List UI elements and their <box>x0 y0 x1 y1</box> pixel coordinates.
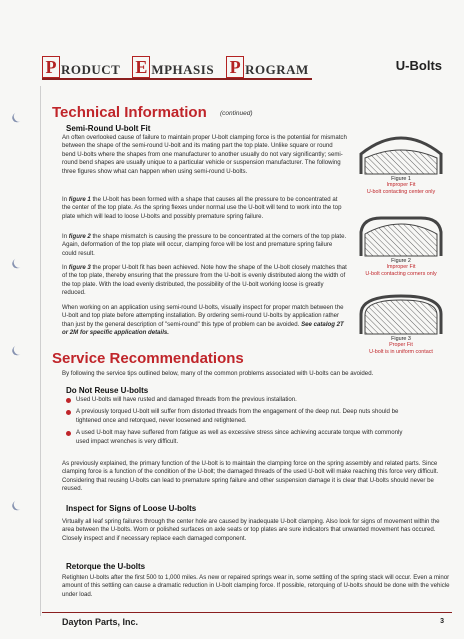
tech-paragraph-4 <box>62 264 347 298</box>
figure-2-illustration <box>355 210 447 258</box>
fig-ref-prefix: In <box>62 233 69 240</box>
figure-status: Improper Fit <box>386 264 416 271</box>
inspect-subheading: Inspect for Signs of Loose U-bolts <box>66 504 197 513</box>
fig-ref: figure 3 <box>68 264 91 271</box>
figure-label: Figure 3 <box>391 336 411 342</box>
banner-initial: P <box>42 56 60 78</box>
reuse-subheading: Do Not Reuse U-bolts <box>66 386 149 395</box>
fig-ref-prefix: In <box>62 196 69 203</box>
program-banner <box>42 56 315 78</box>
binder-hole <box>10 110 25 125</box>
figure-status: Proper Fit <box>389 342 413 349</box>
reuse-bullet-list <box>66 396 416 450</box>
bullet-item: A used U-bolt may have suffered from fatigue as well as excessive stress since achieving accurate torque with commonly used impact wrenches is very difficult. <box>66 429 416 446</box>
figure-3 <box>352 288 450 355</box>
service-paragraph: As previously explained, the primary function of the U-bolt is to maintain the clamping force on the spring assembly and related parts. Since clamping force is a function of the condition of the U-bolt; the damaged threads of the used U-bolt will make reaching this force very difficult. Considering that reusing U-bolts can lead to premature spring failure and other suspension damage it is clear that U-bolts should never be reused. <box>62 460 439 493</box>
inspect-paragraph: Virtually all leaf spring failures through the center hole are caused by inadequate U-bolt clamping. Also look for signs of movement within the area between the U-bolts. Worn or polished surfaces on axle seats or top plates are sure indicators that unwanted movement has occured. Closely inspect and if necessary replace each damaged component. <box>62 518 440 542</box>
header-rule <box>42 78 312 80</box>
banner-word-program <box>226 56 315 78</box>
page-number: 3 <box>440 618 444 625</box>
figure-2 <box>352 210 450 277</box>
paragraph-text: the shape mismatch is causing the pressure to be concentrated at the corners of the top plate. Again, deformation of the top plate will occur, clamping force will be lost and premature spring failure could result. <box>62 233 347 257</box>
figure-label: Figure 1 <box>391 176 411 182</box>
retorque-paragraph: Retighten U-bolts after the first 500 to 1,000 miles. As new or repaired springs wear in, some settling of the spring stack will occur. Even a minor amount of this settling can cause a dramatic reduction in U-bolt clamping force. If possible, retorquing of U-bolts should be done with the vehicle under load. <box>62 574 450 598</box>
page-topic: U-Bolts <box>395 58 442 73</box>
tech-paragraph-5 <box>62 304 347 338</box>
banner-rest: ROGRAM <box>245 62 309 77</box>
banner-rest: RODUCT <box>61 62 121 77</box>
catalog-reference: See catalog 2T or 2M for specific application details. <box>62 320 344 337</box>
fig-ref-prefix: In <box>62 264 69 271</box>
tech-info-heading: Technical Information <box>52 104 207 121</box>
banner-initial: P <box>226 56 244 78</box>
binder-hole <box>10 343 25 358</box>
figure-3-illustration <box>355 288 447 336</box>
bullet-item: A previously torqued U-bolt will suffer from distorted threads from the engagement of the deep nut. Deep nuts should be tightened once and retorqued, never loosened and retightened. <box>66 408 416 425</box>
figure-label: Figure 2 <box>391 258 411 264</box>
footer-rule <box>42 612 452 613</box>
tech-paragraph-2 <box>62 196 347 221</box>
banner-word-product <box>42 56 126 78</box>
tech-paragraph-3 <box>62 233 347 258</box>
semi-round-subheading: Semi-Round U-bolt Fit <box>66 124 151 133</box>
service-intro: By following the service tips outlined below, many of the common problems associated with U-bolts can be avoided. <box>62 370 374 377</box>
margin-rule <box>40 86 41 616</box>
company-name: Dayton Parts, Inc. <box>62 617 139 627</box>
bullet-item: Used U-bolts will have rusted and damaged threads from the previous installation. <box>66 396 416 404</box>
figure-1 <box>352 128 450 195</box>
continued-note: (continued) <box>220 110 253 117</box>
figure-caption: U-bolt contacting center only <box>366 188 436 195</box>
figure-status: Improper Fit <box>386 182 416 189</box>
paragraph-text: the proper U-bolt fit has been achieved. Note how the shape of the U-bolt closely matches that of the top plate, thereby ensuring that the pressure from the U-bolt is evenly distributed along the width of the top plate. With the load evenly distributed, the possibility of the U-bolt working loose is greatly reduced. <box>62 264 347 297</box>
banner-word-emphasis <box>132 56 220 78</box>
paragraph-text: When working on an application using semi-round U-bolts, visually inspect for proper match between the U-bolt and top plate before attempting installation. By ordering semi-round U-bolts by application rather than just by the general description of "semi-round" this type of problem can be avoided. <box>62 304 344 328</box>
service-heading: Service Recommendations <box>52 350 244 367</box>
figure-1-illustration <box>355 128 447 176</box>
figure-caption: U-bolt contacting corners only <box>365 270 437 277</box>
figure-caption: U-bolt is in uniform contact <box>369 348 433 355</box>
fig-ref: figure 2 <box>68 233 91 240</box>
banner-initial: E <box>132 56 150 78</box>
retorque-subheading: Retorque the U-bolts <box>66 562 146 571</box>
paragraph-text: the U-bolt has been formed with a shape that causes all the pressure to be concentrated at the center of the top plate. As the spring flexes under normal use the U-bolt will tend to work into the top plate which will lead to loose U-bolts and possibly premature spring failure. <box>62 196 342 220</box>
binder-hole <box>10 498 25 513</box>
binder-hole <box>10 256 25 271</box>
fig-ref: figure 1 <box>68 196 91 203</box>
banner-rest: MPHASIS <box>151 62 215 77</box>
tech-paragraph-1: An often overlooked cause of failure to maintain proper U-bolt clamping force is the potential for mismatch between the shape of the semi-round U-bolt and its mating part the top plate. Unlike square or round bend U-bolts where the shapes from one manufacturer to another usually do not vary significantly; semi-round bend shapes are usually unique to a particular vehicle or suspension manufacturer. The following three figures show what can happen when using semi-round U-bolts. <box>62 134 347 175</box>
